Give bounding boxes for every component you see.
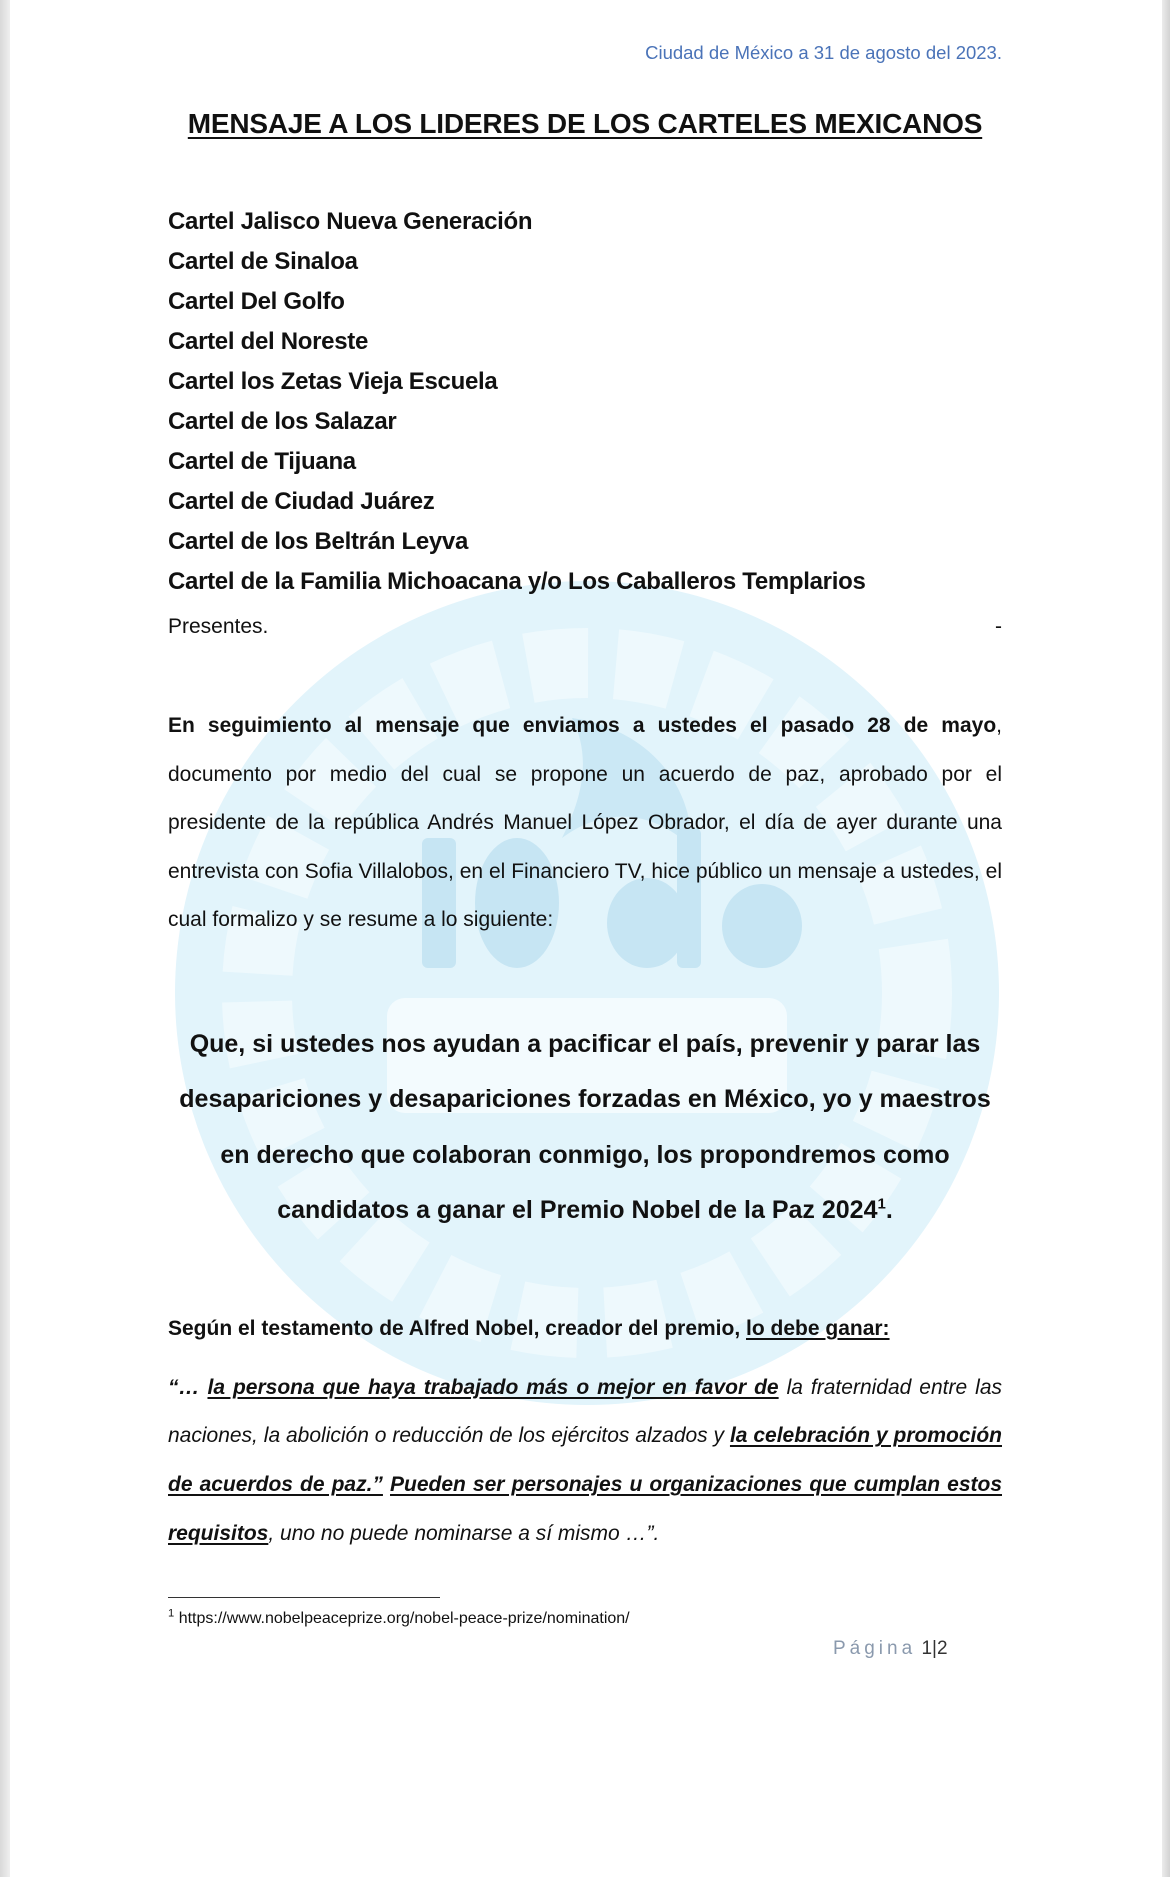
recipient-item: Cartel del Noreste	[168, 328, 369, 355]
quote-emphasis-4: Pueden ser personajes u organizaciones que cumplan estos requisitos	[168, 1473, 1002, 1545]
nobel-intro	[168, 1314, 1002, 1344]
page-separator: |	[932, 1638, 937, 1660]
footnote	[168, 1608, 1002, 1630]
salutation-dash: -	[995, 615, 1002, 638]
proposal-text: Que, si ustedes nos ayudan a pacificar el país, prevenir y parar las desapariciones y desapariciones forzadas en México, yo y maestros en derecho que colaboran conmigo, los propondremos como candidatos a ganar el Premio Nobel de la Paz 2024	[179, 1029, 991, 1224]
nobel-intro-lead: Según el testamento de Alfred Nobel, creador del premio,	[168, 1316, 747, 1340]
salutation: Presentes.	[168, 615, 269, 638]
recipient-item: Cartel de Tijuana	[168, 448, 356, 475]
document-title	[138, 106, 1032, 142]
recipient-item: Cartel de la Familia Michoacana y/o Los Caballeros Templarios	[168, 568, 866, 595]
page-total: 2	[936, 1638, 948, 1660]
footnote-ref[interactable]: 1	[877, 1195, 886, 1213]
quote-space	[383, 1473, 390, 1496]
page-footer	[833, 1636, 1002, 1662]
nobel-intro-underlined: lo debe ganar:	[746, 1316, 890, 1340]
recipient-item: Cartel de los Salazar	[168, 408, 397, 435]
recipient-item: Cartel de Ciudad Juárez	[168, 488, 435, 515]
recipient-list	[168, 202, 1002, 602]
quote-open: “…	[168, 1375, 208, 1399]
proposal-end: .	[885, 1196, 893, 1224]
recipient-item: Cartel Del Golfo	[168, 288, 345, 315]
footnote-link[interactable]: https://www.nobelpeaceprize.org/nobel-peace-prize/nomination/	[178, 1610, 630, 1628]
intro-paragraph	[168, 702, 1002, 945]
quote-text-2: la fraternidad entre las naciones, la abolición o reducción de los ejércitos alzados y	[168, 1375, 1002, 1448]
recipient-item: Cartel los Zetas Vieja Escuela	[168, 368, 498, 395]
footnote-separator	[168, 1597, 440, 1599]
document-title-text: MENSAJE A LOS LIDERES DE LOS CARTELES MEXICANOS	[187, 108, 983, 139]
date-line: Ciudad de México a 31 de agosto del 2023.	[645, 42, 1002, 63]
quote-emphasis-1: la persona que haya trabajado más o mejor en favor de	[207, 1375, 779, 1399]
footnote-number: 1	[168, 1607, 175, 1620]
salutation-row	[168, 612, 1002, 642]
intro-rest: , documento por medio del cual se propone un acuerdo de paz, aprobado por el presidente de la república Andrés Manuel López Obrador, el día de ayer durante una entrevista con Sofia Villalobos, en el Financiero TV, hice público un mensaje a ustedes, el cual formalizo y se resume a lo siguiente:	[168, 714, 1002, 931]
proposal-statement	[168, 1017, 1002, 1239]
nobel-quote	[168, 1364, 1002, 1559]
intro-bold-lead: En seguimiento al mensaje que enviamos a ustedes el pasado 28 de mayo	[168, 714, 997, 737]
page-current: 1	[921, 1638, 933, 1660]
page-label: Página	[833, 1638, 917, 1660]
recipient-item: Cartel Jalisco Nueva Generación	[168, 208, 533, 235]
recipient-item: Cartel de Sinaloa	[168, 248, 358, 275]
quote-text-5: , uno no puede nominarse a sí mismo …”.	[268, 1521, 660, 1545]
quote-emphasis-3: la celebración y promoción de acuerdos de paz.”	[168, 1424, 1002, 1497]
recipient-item: Cartel de los Beltrán Leyva	[168, 528, 469, 555]
